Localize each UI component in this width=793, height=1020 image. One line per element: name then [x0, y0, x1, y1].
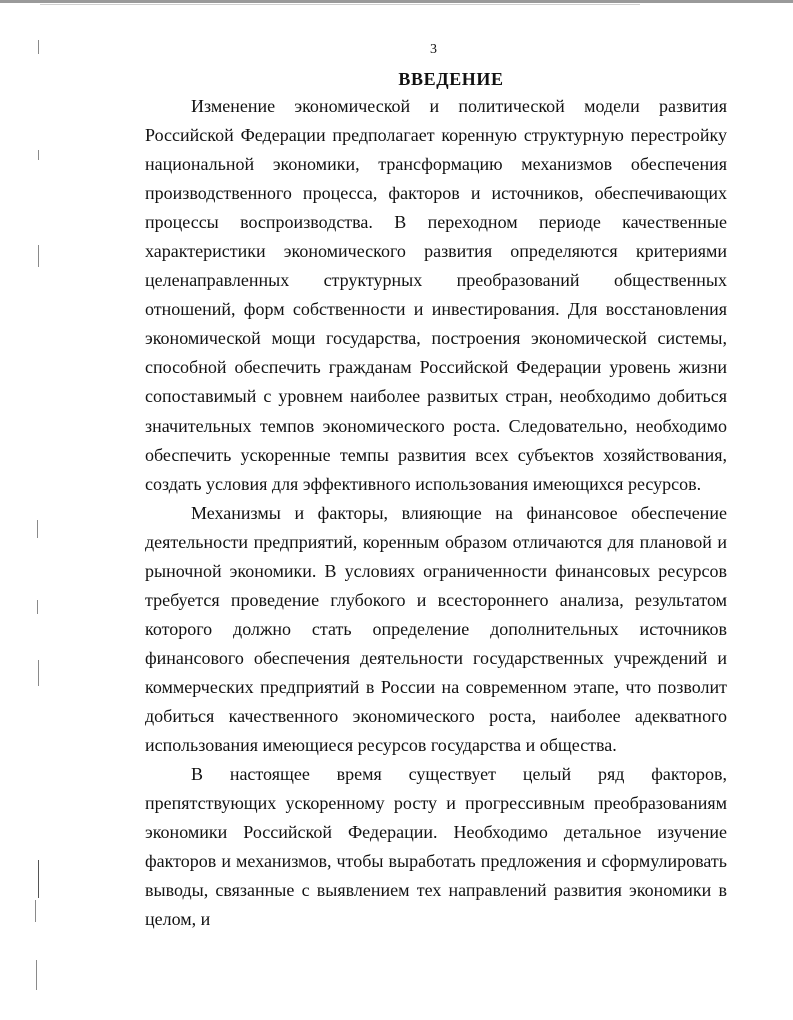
- scan-top-edge: [0, 0, 793, 3]
- scan-mark: [38, 245, 39, 267]
- scan-mark: [38, 150, 39, 160]
- scan-mark: [35, 900, 36, 922]
- page-number: 3: [430, 42, 437, 57]
- scan-mark: [38, 860, 39, 898]
- paragraph: Изменение экономической и политической модели развития Российской Федерации предполагает коренную структурную перестройку национальной экономики, трансформацию механизмов обеспечения производственного процесса, факторов и источников, обеспечивающих процессы воспроизводства. В переходном периоде качественные характеристики экономического развития определяются критериями целенаправленных структурных преобразований общественных отношений, форм собственности и инвестирования. Для восстановления экономической мощи государства, построения экономической системы, способной обеспечить гражданам Российской Федерации уровень жизни сопоставимый с уровнем наиболее развитых стран, необходимо добиться значительных темпов экономического роста. Следовательно, необходимо обеспечить ускоренные темпы развития всех субъектов хозяйствования, создать условия для эффективного использования имеющихся ресурсов.: [145, 96, 727, 494]
- scan-top-edge-inner: [40, 4, 640, 5]
- scan-mark: [36, 960, 37, 990]
- paragraph: Механизмы и факторы, влияющие на финансовое обеспечение деятельности предприятий, коренным образом отличаются для плановой и рыночной экономики. В условиях ограниченности финансовых ресурсов требуется проведение глубокого и всестороннего анализа, результатом которого должно стать определение дополнительных источников финансового обеспечения деятельности государственных учреждений и коммерческих предприятий в России на современном этапе, что позволит добиться качественного экономического роста, наиболее адекватного использования имеющиеся ресурсов государства и общества.: [145, 502, 727, 756]
- paragraph: В настоящее время существует целый ряд факторов, препятствующих ускоренному росту и прогрессивным преобразованиям экономики Российской Федерации. Необходимо детальное изучение факторов и механизмов, чтобы выработать предложения и сформулировать выводы, связанные с выявлением тех направлений развития экономики в целом, и: [145, 764, 727, 930]
- scan-mark: [37, 600, 38, 614]
- body-text: [145, 92, 727, 934]
- section-heading: ВВЕДЕНИЕ: [398, 69, 504, 89]
- scan-mark: [38, 660, 39, 686]
- scan-mark: [37, 520, 38, 538]
